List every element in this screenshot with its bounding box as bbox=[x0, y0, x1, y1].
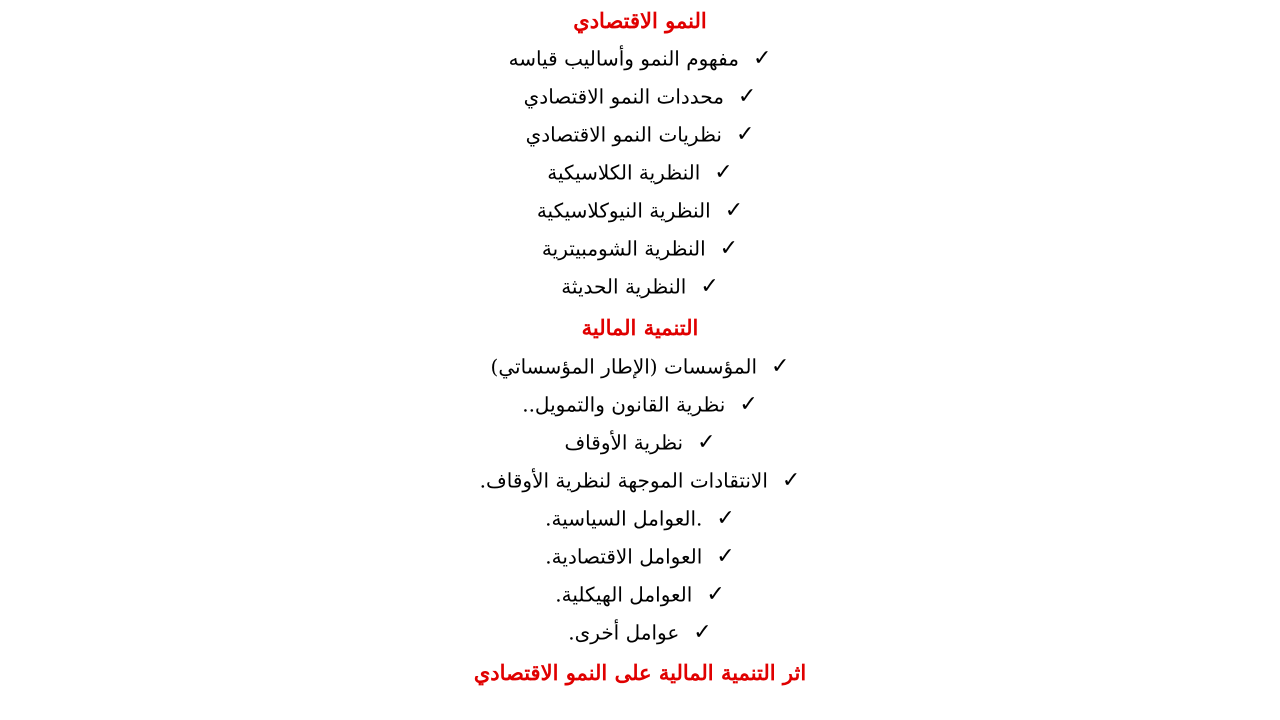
heading-economic-growth: النمو الاقتصادي bbox=[573, 8, 707, 33]
list-item-label: النظرية الكلاسيكية bbox=[547, 160, 701, 185]
list-item bbox=[0, 346, 1280, 384]
checkmark-icon: ✓ bbox=[771, 353, 790, 379]
list-item bbox=[0, 38, 1280, 76]
list-item bbox=[0, 152, 1280, 190]
list-item-label: العوامل الهيكلية. bbox=[555, 582, 693, 607]
list-item-label: عوامل أخرى. bbox=[568, 620, 680, 645]
list-item-label: نظريات النمو الاقتصادي bbox=[525, 122, 722, 147]
list-item-label: مفهوم النمو وأساليب قياسه bbox=[508, 46, 739, 71]
list-item-label: محددات النمو الاقتصادي bbox=[523, 84, 724, 109]
list-item bbox=[0, 190, 1280, 228]
list-item bbox=[0, 114, 1280, 152]
list-item bbox=[0, 498, 1280, 536]
list-item-label: نظرية الأوقاف bbox=[564, 430, 684, 455]
list-item-label: المؤسسات (الإطار المؤسساتي) bbox=[490, 354, 758, 379]
list-item bbox=[0, 574, 1280, 612]
list-item bbox=[0, 422, 1280, 460]
list-item-label: النظرية الحديثة bbox=[561, 274, 687, 299]
checkmark-icon: ✓ bbox=[752, 45, 772, 71]
checkmark-icon: ✓ bbox=[697, 429, 716, 455]
list-item bbox=[0, 76, 1280, 114]
list-item-label: الانتقادات الموجهة لنظرية الأوقاف. bbox=[479, 468, 768, 493]
list-item bbox=[0, 536, 1280, 574]
checkmark-icon: ✓ bbox=[714, 159, 733, 185]
list-item-label: نظرية القانون والتمويل.. bbox=[522, 392, 726, 417]
list-item-label: النظرية الشومبيترية bbox=[541, 236, 706, 261]
list-item bbox=[0, 228, 1280, 266]
checkmark-icon: ✓ bbox=[719, 235, 739, 261]
list-item bbox=[0, 612, 1280, 650]
heading-impact: اثر التنمية المالية على النمو الاقتصادي bbox=[473, 660, 807, 685]
list-item-label: العوامل الاقتصادية. bbox=[545, 544, 703, 569]
checkmark-icon: ✓ bbox=[706, 581, 725, 607]
heading-financial-development: التنمية المالية bbox=[581, 315, 699, 340]
checkmark-icon: ✓ bbox=[737, 83, 757, 109]
checkmark-icon: ✓ bbox=[781, 467, 801, 493]
checkmark-icon: ✓ bbox=[700, 273, 719, 299]
list-item-label: النظرية النيوكلاسيكية bbox=[536, 198, 711, 223]
list-item bbox=[0, 460, 1280, 498]
checkmark-icon: ✓ bbox=[716, 543, 735, 569]
checkmark-icon: ✓ bbox=[724, 197, 744, 223]
checkmark-icon: ✓ bbox=[716, 505, 735, 531]
checkmark-icon: ✓ bbox=[739, 391, 758, 417]
list-item bbox=[0, 384, 1280, 422]
checkmark-icon: ✓ bbox=[735, 121, 755, 147]
list-item-label: .العوامل السياسية. bbox=[545, 506, 703, 531]
checkmark-icon: ✓ bbox=[693, 619, 712, 645]
list-item bbox=[0, 266, 1280, 304]
